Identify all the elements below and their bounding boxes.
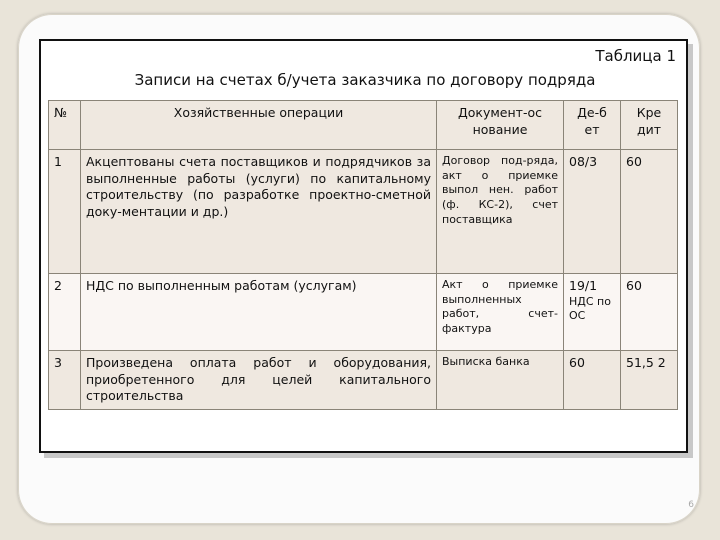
row-num: 2	[49, 274, 81, 351]
table-caption: Таблица 1	[595, 47, 676, 65]
table-row	[49, 150, 678, 274]
operations-table	[48, 100, 678, 410]
row-credit: 60	[621, 150, 678, 274]
row-num: 1	[49, 150, 81, 274]
header-debit: Де-б ет	[564, 101, 621, 150]
row-operation: Акцептованы счета поставщиков и подрядчиков за выполненные работы (услуги) по капитальному строительству (по разработке проектно-сметной доку-ментации и др.)	[81, 150, 437, 274]
row-debit-note: НДС по ОС	[569, 294, 611, 323]
table-title: Записи на счетах б/учета заказчика по договору подряда	[134, 71, 596, 89]
header-operation: Хозяйственные операции	[81, 101, 437, 150]
row-document: Выписка банка	[437, 351, 564, 410]
page-number: 6	[688, 500, 694, 510]
row-document: Договор под-ряда, акт о приемке выпол нен. работ (ф. КС-2), счет поставщика	[437, 150, 564, 274]
row-debit-cell	[564, 274, 621, 351]
header-document: Документ-ос нование	[437, 101, 564, 150]
row-debit: 19/1	[569, 278, 598, 293]
table-row	[49, 351, 678, 410]
row-operation: НДС по выполненным работам (услугам)	[81, 274, 437, 351]
row-credit: 60	[621, 274, 678, 351]
row-operation: Произведена оплата работ и оборудования, приобретенного для целей капитального строительства	[81, 351, 437, 410]
row-debit: 60	[564, 351, 621, 410]
row-credit: 51,5 2	[621, 351, 678, 410]
row-debit: 08/3	[564, 150, 621, 274]
header-credit: Кре дит	[621, 101, 678, 150]
table-row	[49, 274, 678, 351]
table-header-row	[49, 101, 678, 150]
row-document: Акт о приемке выполненных работ, счет-фактура	[437, 274, 564, 351]
row-num: 3	[49, 351, 81, 410]
header-num: №	[49, 101, 81, 150]
